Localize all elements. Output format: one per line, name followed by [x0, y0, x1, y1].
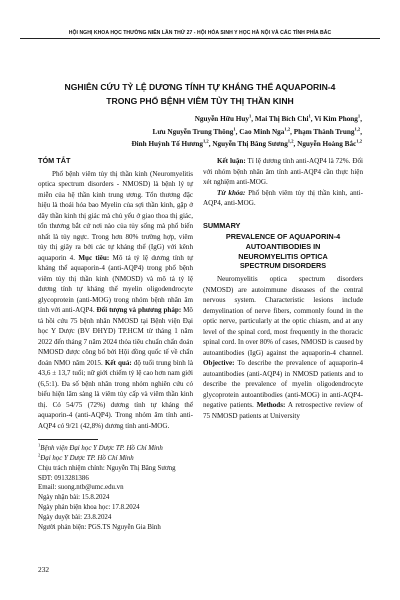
keywords-label: Từ khóa: [217, 188, 246, 197]
author-name: Lưu Nguyễn Trung Thông [152, 127, 234, 136]
page-number: 232 [38, 565, 50, 574]
author-name: Vi Kim Phong [314, 115, 358, 123]
abstract-intro: Phổ bệnh viêm tủy thị thần kinh (Neuromyelitis optica spectrum disorders - NMOSD) là bệnh lý tự miễn của hệ thần kinh trung ương. Tổn thương đặc hiệu là thoái hóa bao Myelin của sợi thần kinh, gặp ở dây thần kinh thị giác mà chủ yếu ở giao thoa thị giác, tổn thương bắt cứ nơi nào của tủy sống mà phổ biến nhất là tủy ngực. Trong hơn 80% trường hợp, viêm tủy thị giây ra bởi các tự kháng thể (IgG) với kênh aquaporin 4. [38, 169, 193, 262]
keywords [203, 188, 363, 209]
author-affiliation: 1 [357, 113, 361, 119]
summary-title-line: PREVALENCE OF AQUAPORIN-4 [225, 232, 341, 241]
author-affiliation: 1 [308, 113, 311, 119]
author-affiliation: 1 [248, 113, 252, 119]
summary-title-line: SPECTRUM DISORDERS [239, 261, 327, 271]
objective-label: Mục tiêu: [78, 253, 110, 262]
affiliation-1: $^1$Bệnh viện Đại học Y Dược TP. Hồ Chí Minh [38, 442, 163, 452]
date-accepted: Ngày duyệt bài: 23.8.2024 [38, 514, 112, 522]
reviewer: Người phản biện: PGS.TS Nguyễn Gia Bình [38, 524, 161, 532]
summary-title-line: AUTOANTIBODIES IN [245, 241, 321, 251]
keywords-text: Phổ bệnh viêm tủy thị thần kinh, anti-AQP4, anti-MOG. [203, 188, 363, 207]
paper-title [40, 80, 360, 108]
conclusion-text: Tỉ lệ dương tính anti-AQP4 là 72%. Đối với nhóm bệnh nhân âm tính anti-AQP4 cần thực hiện xét nghiệm anti-MOG. [203, 157, 363, 186]
summary-intro: Neuromyelitis optica spectrum disorders (NMOSD) are autoimmune diseases of the central nervous system. Characteristic lesions include demyelination of nerve fibers, commonly found in the optic nerve, particularly at the optic chiasm, and at any level of the spinal cord, most frequently in the thoracic spinal cord. In over 80% of cases, NMOSD is caused by autoantibodies (IgG) against the aquaporin-4 channel. [203, 275, 363, 357]
footnotes [38, 444, 193, 533]
author-line-3: Đinh Huỳnh Tố Hương$^{1,2}$, Nguyễn Thị Băng Sương$^{1,2}$, Nguyễn Hoàng Bắc$^{1,2}$ [131, 138, 362, 148]
summary-objective-label: Objective: [203, 359, 235, 368]
affiliation-2: $^2$Đại học Y Dược TP. Hồ Chí Minh [38, 452, 134, 462]
email: Email: suong.ntb@umc.edu.vn [38, 484, 124, 492]
author-affiliation: 1,2 [356, 138, 362, 144]
author-affiliation: 1,2 [287, 138, 294, 144]
results-label: Kết quả: [104, 358, 132, 367]
author-name: Nguyễn Hữu Huy [194, 115, 249, 123]
author-affiliation: 1 [233, 126, 236, 132]
author-line-2: Lưu Nguyễn Trung Thông$^1$, Cao Minh Nga$^{1,2}$, Phạm Thành Trung$^{1,2}$, [152, 126, 362, 136]
author-name: Phạm Thành Trung [293, 127, 355, 136]
author-list [60, 113, 362, 151]
title-line-2: TRONG PHỔ BỆNH VIÊM TỦY THỊ THẦN KINH [106, 96, 294, 106]
author-name: Đinh Huỳnh Tố Hương [131, 140, 203, 148]
methods-label: Đối tượng và phương pháp: [96, 306, 182, 314]
summary-methods-label: Methods: [256, 401, 286, 410]
author-name: Mai Thị Bích Chi [254, 115, 309, 123]
corresponding-author: Chịu trách nhiệm chính: Nguyễn Thị Băng Sương [38, 464, 176, 472]
conclusion-label: Kết luận: [217, 157, 246, 165]
summary-objective-text: To describe the prevalence of aquaporin-4 autoantibodies (anti-AQP4) in NMOSD patients and to describe the prevalence of myelin oligodendrocyte glycoprotein autoantibodies (anti-MOG) in anti-AQP4-negative patients. [203, 359, 363, 410]
results-text: độ tuổi trung bình là 43,6 ± 13,7 tuổi; nữ giới chiếm tỷ lệ cao hơn nam giới (6,5:1). Đa số bệnh nhân trong nhóm nghiên cứu có biểu hiện lâm sàng là viêm tủy cấp và viêm thần kinh thị. Có 54/75 (72%) dương tính tự kháng thể aquaporin-4 (anti-AQP4). Trong nhóm âm tính anti-AQP4 có 9/21 (42,8%) dương tính anti-MOG. [38, 358, 193, 430]
author-name: Nguyễn Thị Băng Sương [212, 140, 288, 148]
author-name: Nguyễn Hoàng Bắc [297, 140, 357, 148]
author-affiliation: 1,2 [202, 138, 209, 144]
date-received: Ngày nhận bài: 15.8.2024 [38, 494, 110, 502]
author-affiliation: 1,2 [354, 126, 361, 132]
summary-heading: SUMMARY [203, 220, 241, 230]
conclusion-paragraph [203, 156, 363, 188]
left-column [38, 156, 193, 533]
summary-paragraph [203, 274, 363, 421]
header-rule [20, 38, 380, 39]
methods-text: Mô tả hồi cứu 75 bệnh nhân NMOSD tại Bệnh viện Đại học Y Dược (BV ĐHYD) TP.HCM từ tháng 1 năm 2022 đến tháng 7 năm 2024 thỏa tiêu chuẩn chẩn đoán NMOSD được công bố bởi Hội đồng quốc tế về chẩn đoán NMO năm 2015. [38, 306, 193, 367]
summary-title [203, 232, 363, 271]
running-head: HỘI NGHỊ KHOA HỌC THƯỜNG NIÊN LẦN THỨ 27 - HỘI HÓA SINH Y HỌC HÀ NỘI VÀ CÁC TỈNH PHÍA BẮC [68, 30, 332, 36]
abstract-heading: TÓM TẮT [38, 156, 71, 165]
phone-number: SĐT: 0913281386 [38, 474, 89, 482]
date-reviewed: Ngày phản biện khoa học: 17.8.2024 [38, 504, 140, 512]
summary-methods-text: A retrospective review of 75 NMOSD patients at University [203, 401, 363, 420]
footnote-rule [38, 439, 98, 440]
author-name: Cao Minh Nga [239, 127, 285, 136]
summary-title-line: NEUROMYELITIS OPTICA [238, 251, 328, 261]
author-line-1: Nguyễn Hữu Huy$^1$, Mai Thị Bích Chi$^1$, Vi Kim Phong$^1$, [194, 113, 362, 123]
abstract-paragraph [38, 169, 193, 432]
objective-text: Mô tả tỷ lệ dương tính tự kháng thể aquaporin-4 (anti-AQP4) trong phổ bệnh viêm tủy thị thần kinh (NMOSD) và mô tả tỷ lệ dương tính tự kháng thể myelin oligodendrocyte glycoprotein (anti-MOG) trong nhóm bệnh nhân âm tính với anti-AQP4. [38, 253, 194, 314]
title-line-1: NGHIÊN CỨU TỶ LỆ DƯƠNG TÍNH TỰ KHÁNG THỂ AQUAPORIN-4 [64, 82, 336, 92]
right-column [203, 156, 363, 421]
author-affiliation: 1,2 [284, 126, 291, 132]
